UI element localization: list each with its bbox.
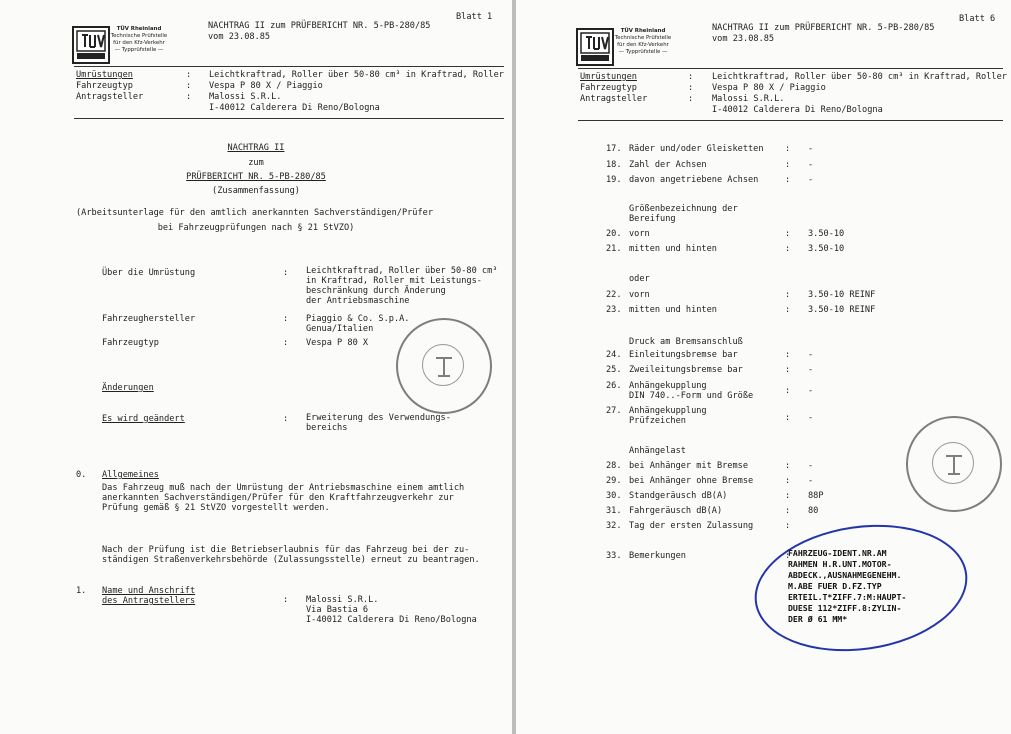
remarks-text: FAHRZEUG-IDENT.NR.AM RAHMEN H.R.UNT.MOTOR- ABDECK.,AUSNAHMEGENEHM. M.ABE FUER D.FZ.TYP ERTEIL.T*ZIFF.7:M:HAUPT- DUESE 112*ZIFF.8:ZYLIN- DER Ø 61 MM* (788, 548, 907, 624)
purpose-line1: (Arbeitsunterlage für den amtlich anerkannten Sachverständigen/Prüfer (76, 208, 433, 218)
section-number: 1. (76, 586, 87, 596)
official-stamp-icon (906, 416, 1002, 512)
item-number: 22. (606, 290, 622, 300)
item-number: 17. (606, 144, 622, 154)
item-colon: : (785, 476, 791, 486)
item-label: Räder und/oder Gleisketten (629, 144, 764, 154)
item-label: bei Anhänger ohne Bremse (629, 476, 754, 486)
item-label: vorn (629, 290, 650, 300)
item-colon: : (785, 506, 791, 516)
meta-colon: : (186, 70, 192, 80)
item-label: mitten und hinten (629, 305, 717, 315)
field-label: Fahrzeugtyp (102, 338, 159, 348)
meta-value: Vespa P 80 X / Piaggio (712, 83, 826, 93)
meta-colon: : (186, 92, 192, 102)
meta-value: I-40012 Calderera Di Reno/Bologna (209, 103, 380, 113)
item-colon: : (785, 521, 791, 531)
section-title: Allgemeines (102, 470, 159, 480)
field-value: Vespa P 80 X (306, 338, 369, 348)
item-colon: : (785, 144, 791, 154)
meta-label: Umrüstungen (580, 72, 637, 82)
item-value: 3.50-10 (808, 244, 845, 254)
header-rule (74, 66, 504, 67)
item-label: Tag der ersten Zulassung (629, 521, 754, 531)
meta-colon: : (688, 83, 694, 93)
purpose-line2: bei Fahrzeugprüfungen nach § 21 StVZO) (157, 223, 355, 233)
meta-value: Malossi S.R.L. (209, 92, 282, 102)
item-value: 3.50-10 (808, 229, 845, 239)
item-colon: : (785, 175, 791, 185)
item-number: 23. (606, 305, 622, 315)
header-date: vom 23.08.85 (208, 32, 271, 42)
field-label: Über die Umrüstung (102, 268, 196, 278)
item-value: 3.50-10 REINF (808, 290, 876, 300)
org-line3: — Typprüfstelle — (618, 49, 668, 55)
org-line1: Technische Prüfstelle (614, 35, 672, 41)
meta-label: Fahrzeugtyp (580, 83, 637, 93)
item-label: davon angetriebene Achsen (629, 175, 759, 185)
item-label: Standgeräusch dB(A) (629, 491, 728, 501)
item-value: - (808, 413, 814, 423)
item-label: vorn (629, 229, 650, 239)
applicant-address: Malossi S.R.L. Via Bastia 6 I-40012 Calderera Di Reno/Bologna (306, 595, 477, 625)
item-label: bei Anhänger mit Bremse (629, 461, 748, 471)
changes-value: Erweiterung des Verwendungs- bereichs (306, 413, 451, 433)
meta-rule (578, 120, 1003, 121)
item-value: 3.50-10 REINF (808, 305, 876, 315)
item-number: 31. (606, 506, 622, 516)
item-number: 24. (606, 350, 622, 360)
section-paragraph: Das Fahrzeug muß nach der Umrüstung der Antriebsmaschine einem amtlich anerkannten Sachverständigen/Prüfer für den Kraftfahrzeugverkehr zur Prüfung gemäß § 21 StVZO vorgestellt werden. (102, 483, 465, 513)
field-colon: : (283, 314, 289, 324)
org-name: TÜV Rheinland (116, 26, 162, 32)
field-colon: : (283, 338, 289, 348)
header-title: NACHTRAG II zum PRÜFBERICHT NR. 5-PB-280/85 (712, 23, 935, 33)
official-stamp-icon (396, 318, 492, 414)
item-colon: : (785, 290, 791, 300)
meta-label: Fahrzeugtyp (76, 81, 133, 91)
item-number: 29. (606, 476, 622, 486)
item-colon: : (785, 350, 791, 360)
sheet-number: Blatt 6 (959, 14, 996, 24)
item-number: 25. (606, 365, 622, 375)
changes-heading: Änderungen (102, 383, 154, 393)
meta-colon: : (186, 81, 192, 91)
item-colon: : (785, 461, 791, 471)
item-label: Anhängekupplung Prüfzeichen (629, 406, 707, 426)
org-name: TÜV Rheinland (620, 28, 666, 34)
item-number: 30. (606, 491, 622, 501)
doc-title-report: PRÜFBERICHT NR. 5-PB-280/85 (186, 172, 326, 182)
item-number: 28. (606, 461, 622, 471)
section-colon: : (283, 595, 289, 605)
item-label: Einleitungsbremse bar (629, 350, 738, 360)
item-value: - (808, 461, 814, 471)
meta-colon: : (688, 94, 694, 104)
tuv-logo-icon (576, 28, 614, 66)
tyre-heading: Größenbezeichnung der Bereifung (629, 204, 738, 224)
item-number: 20. (606, 229, 622, 239)
item-number: 32. (606, 521, 622, 531)
section-title: Name und Anschrift des Antragstellers (102, 586, 196, 606)
item-value: - (808, 386, 814, 396)
page-blatt-6 (516, 0, 1011, 734)
org-line2: für den Kfz-Verkehr (113, 40, 165, 46)
header-date: vom 23.08.85 (712, 34, 775, 44)
tuv-logo-icon (72, 26, 110, 64)
meta-label: Umrüstungen (76, 70, 133, 80)
load-heading: Anhängelast (629, 446, 686, 456)
changes-label: Es wird geändert (102, 414, 185, 424)
item-value: - (808, 144, 814, 154)
item-colon: : (785, 365, 791, 375)
item-number: 27. (606, 406, 622, 416)
item-value: - (808, 476, 814, 486)
or-label: oder (629, 274, 650, 284)
doc-subtitle: (Zusammenfassung) (212, 186, 300, 196)
field-value: Piaggio & Co. S.p.A. Genua/Italien (306, 314, 410, 334)
meta-value: Malossi S.R.L. (712, 94, 785, 104)
field-colon: : (283, 268, 289, 278)
meta-value: Leichtkraftrad, Roller über 50-80 cm³ in Kraftrad, Roller (209, 70, 504, 80)
meta-label: Antragsteller (76, 92, 144, 102)
item-label: Zahl der Achsen (629, 160, 707, 170)
item-colon: : (785, 229, 791, 239)
brake-heading: Druck am Bremsanschluß (629, 337, 743, 347)
item-colon: : (785, 551, 791, 561)
item-label: mitten und hinten (629, 244, 717, 254)
meta-value: I-40012 Calderera Di Reno/Bologna (712, 105, 883, 115)
item-value: - (808, 350, 814, 360)
item-value: 88P (808, 491, 824, 501)
item-label: Fahrgeräusch dB(A) (629, 506, 723, 516)
item-number: 19. (606, 175, 622, 185)
item-colon: : (785, 305, 791, 315)
field-label: Fahrzeughersteller (102, 314, 196, 324)
changes-colon: : (283, 414, 289, 424)
meta-value: Leichtkraftrad, Roller über 50-80 cm³ in Kraftrad, Roller (712, 72, 1007, 82)
item-value: - (808, 160, 814, 170)
item-colon: : (785, 244, 791, 254)
item-colon: : (785, 386, 791, 396)
org-line1: Technische Prüfstelle (110, 33, 168, 39)
org-line2: für den Kfz-Verkehr (617, 42, 669, 48)
meta-label: Antragsteller (580, 94, 648, 104)
item-value: - (808, 365, 814, 375)
item-value: - (808, 175, 814, 185)
meta-colon: : (688, 72, 694, 82)
item-number: 21. (606, 244, 622, 254)
item-colon: : (785, 160, 791, 170)
section-paragraph: Nach der Prüfung ist die Betriebserlaubnis für das Fahrzeug bei der zu- ständigen Straßenverkehrsbehörde (Zulassungsstelle) erneut zu beantragen. (102, 545, 480, 565)
doc-title-zum: zum (248, 158, 264, 168)
item-label: Zweileitungsbremse bar (629, 365, 743, 375)
section-number: 0. (76, 470, 87, 480)
header-rule (578, 68, 1003, 69)
item-value: 80 (808, 506, 819, 516)
meta-value: Vespa P 80 X / Piaggio (209, 81, 323, 91)
item-number: 26. (606, 381, 622, 391)
item-colon: : (785, 491, 791, 501)
item-colon: : (785, 413, 791, 423)
item-label: Bemerkungen (629, 551, 686, 561)
item-number: 18. (606, 160, 622, 170)
item-label: Anhängekupplung DIN 740..-Form und Größe (629, 381, 754, 401)
header-title: NACHTRAG II zum PRÜFBERICHT NR. 5-PB-280/85 (208, 21, 431, 31)
field-value: Leichtkraftrad, Roller über 50-80 cm³ in Kraftrad, Roller mit Leistungs- beschränkung durch Änderung der Antriebsmaschine (306, 266, 498, 306)
meta-rule (74, 118, 504, 119)
doc-title: NACHTRAG II (227, 143, 285, 153)
item-number: 33. (606, 551, 622, 561)
org-line3: — Typprüfstelle — (114, 47, 164, 53)
sheet-number: Blatt 1 (456, 12, 493, 22)
